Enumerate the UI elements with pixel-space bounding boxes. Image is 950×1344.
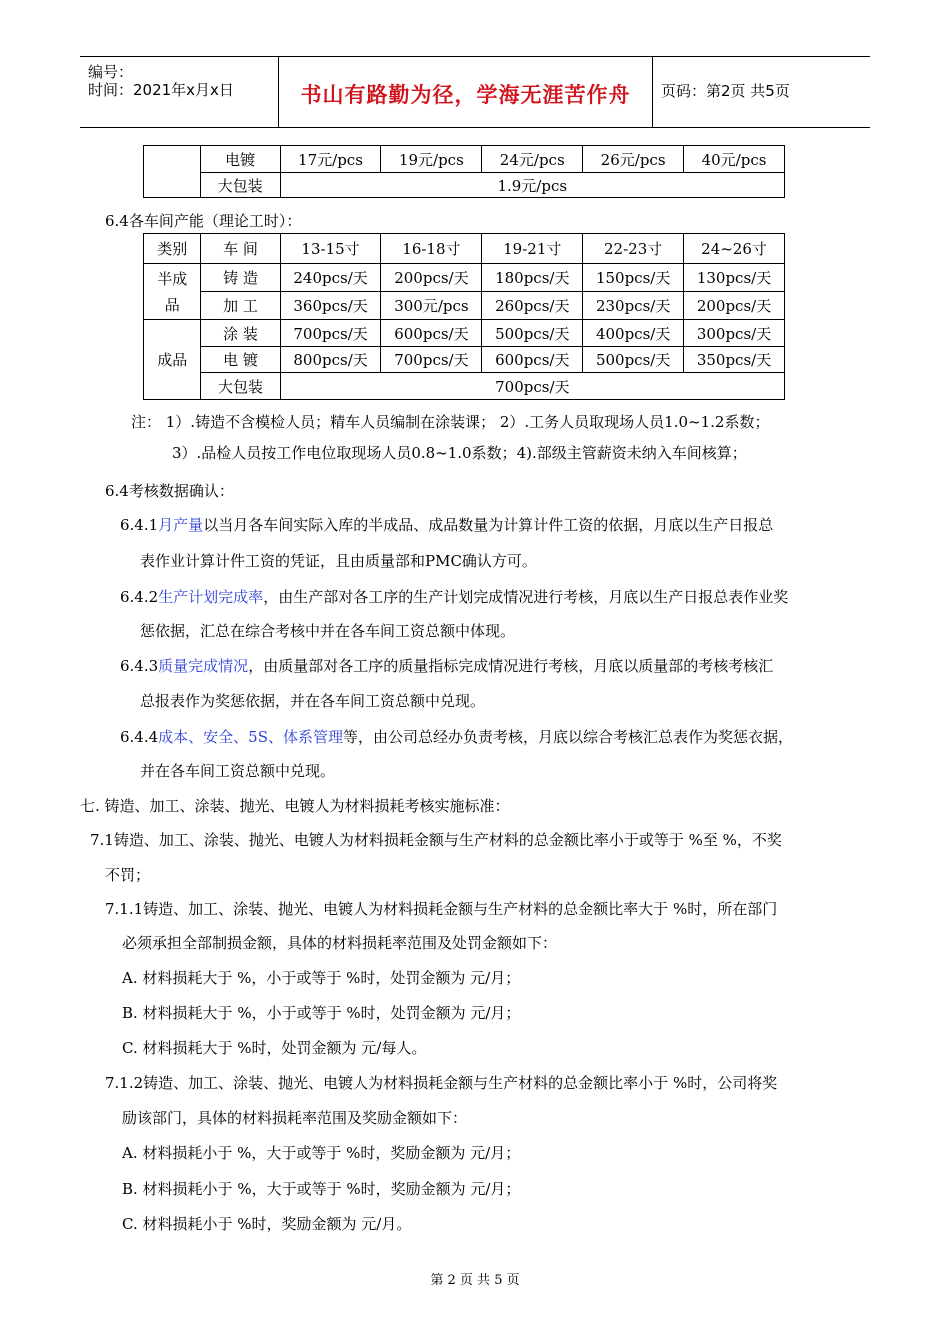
price-cell: 17元/pcs [280,146,381,173]
item-text: ，由质量部对各工序的质量指标完成情况进行考核，月底以质量部的考核考核汇 [248,657,774,675]
item-keyword: 月产量 [158,516,204,534]
time-label: 时间：2021年x月x日 [88,81,234,99]
item-text: 等，由公司总经办负责考核，月底以综合考核汇总表作为奖惩衣据， [343,728,794,746]
note-line-1: 注： 1）.铸造不含模检人员；精车人员编制在涂装课； 2）.工务人员取现场人员1.0~1.2系数； [131,413,770,431]
price-cell: 26元/pcs [583,146,684,173]
price-table-blank-cell [144,146,201,198]
item-6-4-2-line-2: 惩依据，汇总在综合考核中并在各车间工资总额中体现。 [140,622,516,640]
para-7-1-2-line-2: 励该部门，具体的材料损耗率范围及奖励金额如下： [122,1109,468,1127]
capacity-cell: 200pcs/天 [381,264,482,292]
item-6-4-4-line-1 [120,727,793,747]
price-merged-cell: 1.9元/pcs [280,173,784,198]
page-indicator: 页码：第2页 共5页 [661,82,790,100]
capacity-table [143,233,785,400]
item-6-4-4-line-2: 并在各车间工资总额中兑现。 [140,762,336,780]
section-7-title: 七. 铸造、加工、涂装、抛光、电镀人为材料损耗考核实施标准： [80,797,510,815]
capacity-cell: 600pcs/天 [381,320,482,347]
price-row-label: 大包装 [200,173,280,198]
capacity-cell: 130pcs/天 [684,264,785,292]
price-row-label: 电镀 [200,146,280,173]
page-footer: 第 2 页 共 5 页 [430,1273,520,1288]
capacity-merged-cell: 700pcs/天 [280,373,784,400]
capacity-cell: 360pcs/天 [280,292,381,320]
capacity-cell: 150pcs/天 [583,264,684,292]
capacity-cell: 700pcs/天 [381,347,482,373]
workshop-label: 电 镀 [201,347,280,373]
item-number: 6.4.1 [120,516,159,534]
capacity-cell: 200pcs/天 [684,292,785,320]
col-header: 24~26寸 [684,234,785,264]
para-7-1-2-c: C. 材料损耗小于 %时，奖励金额为 元/月。 [122,1215,412,1233]
price-table [143,145,785,198]
page-header [80,56,870,128]
item-number: 6.4.2 [120,588,159,606]
price-cell: 19元/pcs [381,146,482,173]
capacity-cell: 180pcs/天 [482,264,583,292]
group-semi-finished: 半成品 [144,264,201,320]
header-meta-cell [80,57,279,127]
col-header: 类别 [144,234,201,264]
capacity-cell: 700pcs/天 [280,320,381,347]
price-cell: 40元/pcs [684,146,785,173]
doc-number-label: 编号： [88,63,134,81]
item-6-4-3-line-1 [120,656,773,676]
header-motto-cell [279,57,653,127]
capacity-cell: 600pcs/天 [482,347,583,373]
item-keyword: 生产计划完成率 [158,588,264,606]
workshop-label: 大包装 [201,373,280,400]
workshop-label: 加 工 [201,292,280,320]
col-header: 13-15寸 [280,234,381,264]
para-7-1-1-line-1: 7.1.1铸造、加工、涂装、抛光、电镀人为材料损耗金额与生产材料的总金额比率大于 %时，所在部门 [105,900,778,918]
capacity-cell: 500pcs/天 [482,320,583,347]
item-number: 6.4.4 [120,728,159,746]
item-text: ，由生产部对各工序的生产计划完成情况进行考核，月底以生产日报总表作业奖 [263,588,789,606]
para-7-1-line-2: 不罚； [105,866,151,884]
para-7-1-1-b: B. 材料损耗大于 %，小于或等于 %时，处罚金额为 元/月； [122,1004,521,1022]
capacity-cell: 240pcs/天 [280,264,381,292]
col-header: 车 间 [201,234,280,264]
capacity-cell: 260pcs/天 [482,292,583,320]
price-cell: 24元/pcs [482,146,583,173]
section-6-4-capacity-title: 6.4各车间产能（理论工时）： [105,212,302,230]
para-7-1-1-a: A. 材料损耗大于 %，小于或等于 %时，处罚金额为 元/月； [122,969,521,987]
item-6-4-1-line-2: 表作业计算计件工资的凭证，且由质量部和PMC确认方可。 [140,552,537,570]
motto-text: 书山有路勤为径，学海无涯苦作舟 [300,83,631,107]
col-header: 22-23寸 [583,234,684,264]
capacity-cell: 500pcs/天 [583,347,684,373]
group-finished: 成品 [144,320,201,400]
capacity-cell: 230pcs/天 [583,292,684,320]
item-keyword: 质量完成情况 [158,657,249,675]
col-header: 16-18寸 [381,234,482,264]
workshop-label: 涂 装 [201,320,280,347]
item-6-4-3-line-2: 总报表作为奖惩依据，并在各车间工资总额中兑现。 [140,692,486,710]
para-7-1-line-1: 7.1铸造、加工、涂装、抛光、电镀人为材料损耗金额与生产材料的总金额比率小于或等于 %至 %，不奖 [90,831,782,849]
capacity-cell: 400pcs/天 [583,320,684,347]
para-7-1-1-line-2: 必须承担全部制损金额，具体的材料损耗率范围及处罚金额如下： [122,934,558,952]
section-6-4-assessment-title: 6.4考核数据确认： [105,482,234,500]
capacity-cell: 300元/pcs [381,292,482,320]
para-7-1-2-line-1: 7.1.2铸造、加工、涂装、抛光、电镀人为材料损耗金额与生产材料的总金额比率小于 %时，公司将奖 [105,1074,778,1092]
item-keyword: 成本、安全、5S、体系管理 [158,728,343,746]
item-text: 以当月各车间实际入库的半成品、成品数量为计算计件工资的依据，月底以生产日报总 [203,516,774,534]
item-number: 6.4.3 [120,657,159,675]
workshop-label: 铸 造 [201,264,280,292]
header-page-cell [653,57,870,127]
item-6-4-1-line-1 [120,515,773,535]
col-header: 19-21寸 [482,234,583,264]
note-line-2: 3）.品检人员按工作电位取现场人员0.8~1.0系数；4).部级主管薪资未纳入车间核算； [172,444,747,462]
para-7-1-1-c: C. 材料损耗大于 %时，处罚金额为 元/每人。 [122,1039,427,1057]
para-7-1-2-b: B. 材料损耗小于 %，大于或等于 %时，奖励金额为 元/月； [122,1180,521,1198]
capacity-cell: 300pcs/天 [684,320,785,347]
item-6-4-2-line-1 [120,587,788,607]
capacity-cell: 800pcs/天 [280,347,381,373]
para-7-1-2-a: A. 材料损耗小于 %，大于或等于 %时，奖励金额为 元/月； [122,1144,521,1162]
capacity-cell: 350pcs/天 [684,347,785,373]
